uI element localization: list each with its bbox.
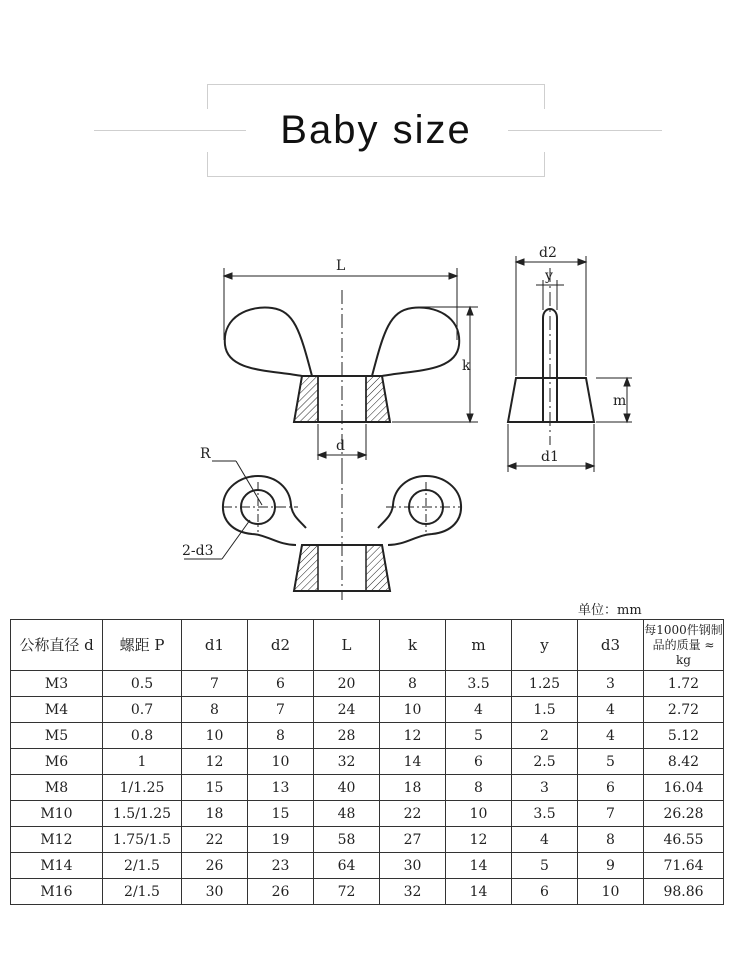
spec-table <box>10 619 724 905</box>
top-left-ear <box>223 476 306 545</box>
table-cell: M10 <box>11 801 103 827</box>
table-cell: 4 <box>512 827 578 853</box>
table-cell: 6 <box>248 671 314 697</box>
table-cell: 2.5 <box>512 749 578 775</box>
table-cell: 72 <box>314 879 380 905</box>
table-cell: 7 <box>248 697 314 723</box>
table-cell: 3.5 <box>446 671 512 697</box>
page-title: Baby size <box>280 108 472 152</box>
table-cell: 24 <box>314 697 380 723</box>
header-cell: d2 <box>248 620 314 671</box>
table-cell: 5 <box>578 749 644 775</box>
unit-label: 单位：mm <box>578 603 642 618</box>
table-row <box>11 723 724 749</box>
table-cell: 27 <box>380 827 446 853</box>
table-cell: 1 <box>103 749 182 775</box>
table-cell: 1.72 <box>644 671 724 697</box>
table-cell: 12 <box>446 827 512 853</box>
table-cell: 10 <box>446 801 512 827</box>
table-cell: 1.75/1.5 <box>103 827 182 853</box>
wing-nut-drawing <box>0 240 750 610</box>
table-row <box>11 853 724 879</box>
table-cell: M16 <box>11 879 103 905</box>
table-cell: 2 <box>512 723 578 749</box>
table-cell: 3 <box>512 775 578 801</box>
table-cell: 3.5 <box>512 801 578 827</box>
table-cell: 28 <box>314 723 380 749</box>
table-cell: 1.5 <box>512 697 578 723</box>
table-cell: 18 <box>182 801 248 827</box>
table-cell: 30 <box>380 853 446 879</box>
table-row <box>11 775 724 801</box>
table-cell: M4 <box>11 697 103 723</box>
table-cell: 32 <box>380 879 446 905</box>
dim-R-label: R <box>200 446 211 462</box>
table-cell: 5 <box>446 723 512 749</box>
table-cell: 13 <box>248 775 314 801</box>
table-row <box>11 879 724 905</box>
table-cell: 40 <box>314 775 380 801</box>
dim-d1-label: d1 <box>541 449 559 465</box>
front-left-wing <box>225 308 312 376</box>
table-cell: 64 <box>314 853 380 879</box>
header-cell: 每1000件钢制品的质量 ≈ kg <box>644 620 724 671</box>
table-cell: 14 <box>446 879 512 905</box>
table-cell: 32 <box>314 749 380 775</box>
side-body <box>508 378 594 422</box>
table-cell: 30 <box>182 879 248 905</box>
dim-m-label: m <box>613 393 627 409</box>
table-cell: 9 <box>578 853 644 879</box>
table-cell: 6 <box>578 775 644 801</box>
top-right-ear <box>378 476 461 545</box>
table-row <box>11 671 724 697</box>
dim-k-label: k <box>462 358 471 374</box>
table-row <box>11 827 724 853</box>
table-row <box>11 801 724 827</box>
table-cell: 12 <box>380 723 446 749</box>
table-cell: 12 <box>182 749 248 775</box>
table-cell: 1/1.25 <box>103 775 182 801</box>
table-cell: M5 <box>11 723 103 749</box>
table-cell: 15 <box>182 775 248 801</box>
table-cell: 15 <box>248 801 314 827</box>
dim-L-label: L <box>336 258 346 274</box>
table-cell: 7 <box>182 671 248 697</box>
table-cell: 26 <box>248 879 314 905</box>
table-cell: 4 <box>446 697 512 723</box>
table-cell: 58 <box>314 827 380 853</box>
table-cell: M6 <box>11 749 103 775</box>
table-cell: 26.28 <box>644 801 724 827</box>
table-cell: 48 <box>314 801 380 827</box>
table-cell: 98.86 <box>644 879 724 905</box>
dim-d3-label: 2-d3 <box>182 543 214 559</box>
table-cell: 22 <box>182 827 248 853</box>
table-cell: 7 <box>578 801 644 827</box>
table-cell: 20 <box>314 671 380 697</box>
table-cell: 16.04 <box>644 775 724 801</box>
table-cell: M14 <box>11 853 103 879</box>
table-row <box>11 749 724 775</box>
header-cell: d1 <box>182 620 248 671</box>
table-cell: 5.12 <box>644 723 724 749</box>
table-cell: 46.55 <box>644 827 724 853</box>
table-cell: 2.72 <box>644 697 724 723</box>
table-cell: 6 <box>446 749 512 775</box>
table-cell: 8 <box>380 671 446 697</box>
table-cell: 10 <box>248 749 314 775</box>
table-cell: 0.5 <box>103 671 182 697</box>
table-header-row <box>11 620 724 671</box>
header-cell: 螺距 P <box>103 620 182 671</box>
table-cell: M3 <box>11 671 103 697</box>
table-cell: 8 <box>248 723 314 749</box>
table-row <box>11 697 724 723</box>
table-cell: 10 <box>578 879 644 905</box>
table-cell: 22 <box>380 801 446 827</box>
table-cell: 6 <box>512 879 578 905</box>
table-cell: 26 <box>182 853 248 879</box>
table-cell: 1.25 <box>512 671 578 697</box>
front-right-wing <box>372 308 459 376</box>
dim-y-label: y <box>545 268 553 284</box>
table-cell: M8 <box>11 775 103 801</box>
header-cell: m <box>446 620 512 671</box>
dim-d2-label: d2 <box>539 245 557 261</box>
table-cell: 8.42 <box>644 749 724 775</box>
header-cell: L <box>314 620 380 671</box>
table-cell: 23 <box>248 853 314 879</box>
table-cell: 2/1.5 <box>103 879 182 905</box>
table-cell: 1.5/1.25 <box>103 801 182 827</box>
table-cell: 10 <box>182 723 248 749</box>
table-cell: 8 <box>182 697 248 723</box>
table-cell: 0.7 <box>103 697 182 723</box>
table-cell: 0.8 <box>103 723 182 749</box>
table-cell: 71.64 <box>644 853 724 879</box>
table-cell: 19 <box>248 827 314 853</box>
table-cell: 2/1.5 <box>103 853 182 879</box>
table-cell: 8 <box>446 775 512 801</box>
table-cell: 14 <box>446 853 512 879</box>
table-cell: 4 <box>578 723 644 749</box>
table-cell: M12 <box>11 827 103 853</box>
title-banner <box>0 0 750 200</box>
table-cell: 10 <box>380 697 446 723</box>
header-cell: k <box>380 620 446 671</box>
table-cell: 14 <box>380 749 446 775</box>
table-body <box>11 671 724 905</box>
table-cell: 8 <box>578 827 644 853</box>
table-cell: 18 <box>380 775 446 801</box>
header-cell: y <box>512 620 578 671</box>
table-cell: 3 <box>578 671 644 697</box>
dim-d-label: d <box>336 438 345 454</box>
header-cell: d3 <box>578 620 644 671</box>
header-cell: 公称直径 d <box>11 620 103 671</box>
table-cell: 5 <box>512 853 578 879</box>
table-cell: 4 <box>578 697 644 723</box>
